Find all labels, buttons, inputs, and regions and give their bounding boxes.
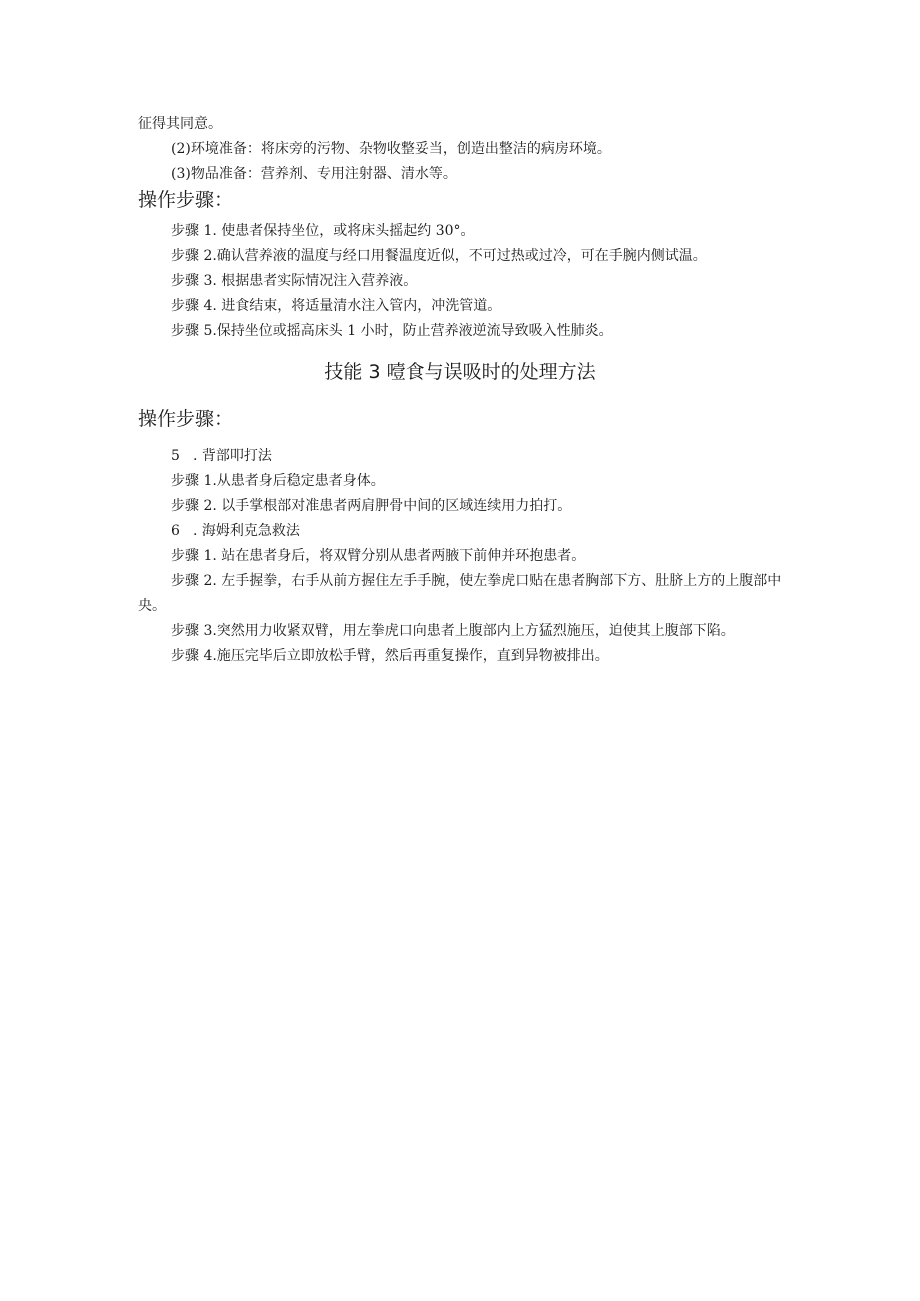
method5-step-2: 步骤 2. 以手掌根部对准患者两肩胛骨中间的区域连续用力拍打。: [171, 498, 572, 514]
steps-heading-choking: 操作步骤：: [138, 408, 234, 430]
prep-items: (3)物品准备：营养剂、专用注射器、清水等。: [171, 166, 457, 182]
method5-number: 5: [171, 448, 180, 464]
feeding-step-3: 步骤 3. 根据患者实际情况注入营养液。: [171, 273, 418, 289]
feeding-steps-list: [138, 219, 782, 344]
method5-title: . 背部叩打法: [193, 448, 272, 464]
feeding-step-1: 步骤 1. 使患者保持坐位，或将床头摇起约 30°。: [171, 223, 475, 239]
method6-step-2: 步骤 2. 左手握拳，右手从前方握住左手手腕，使左拳虎口贴在患者胸部下方、肚脐上方的上腹部中央。: [138, 573, 782, 614]
method6-number: 6: [171, 523, 180, 539]
intro-continuation: 征得其同意。: [138, 116, 222, 132]
skill3-title: 技能 3 噎食与误吸时的处理方法: [324, 361, 596, 383]
method5-step-1: 步骤 1.从患者身后稳定患者身体。: [171, 473, 385, 489]
steps-heading-feeding: 操作步骤：: [138, 189, 234, 211]
document-body: [138, 112, 782, 669]
method6-step-1: 步骤 1. 站在患者身后，将双臂分别从患者两腋下前伸并环抱患者。: [171, 548, 586, 564]
feeding-step-2: 步骤 2.确认营养液的温度与经口用餐温度近似，不可过热或过冷，可在手腕内侧试温。: [171, 248, 707, 264]
feeding-step-5: 步骤 5.保持坐位或摇高床头 1 小时，防止营养液逆流导致吸入性肺炎。: [171, 323, 613, 339]
method6-step-3: 步骤 3.突然用力收紧双臂，用左拳虎口向患者上腹部内上方猛烈施压，迫使其上腹部下陷。: [171, 623, 735, 639]
choking-methods: [138, 444, 782, 669]
method6-step-4: 步骤 4.施压完毕后立即放松手臂，然后再重复操作，直到异物被排出。: [171, 648, 609, 664]
method6-title: . 海姆利克急救法: [193, 523, 300, 539]
method5-title-line: [138, 444, 782, 469]
method6-title-line: [138, 519, 782, 544]
prep-environment: (2)环境准备：将床旁的污物、杂物收整妥当，创造出整洁的病房环境。: [171, 141, 611, 157]
feeding-step-4: 步骤 4. 进食结束，将适量清水注入管内，冲洗管道。: [171, 298, 502, 314]
